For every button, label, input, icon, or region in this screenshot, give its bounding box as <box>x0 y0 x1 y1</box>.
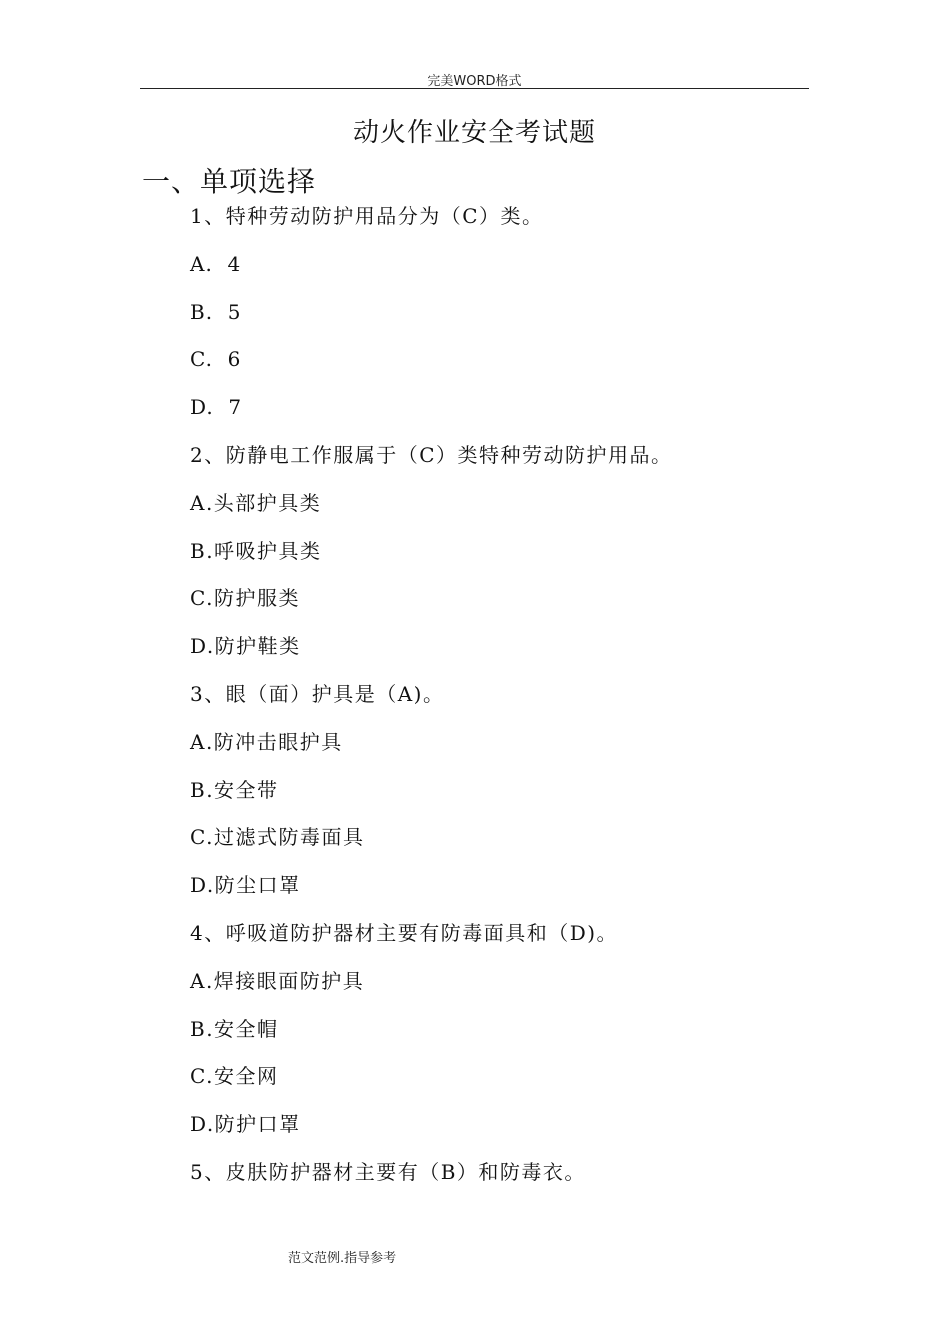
question-option: A. 4 <box>190 251 242 276</box>
question-stem: 1、特种劳动防护用品分为（C）类。 <box>190 204 544 228</box>
question-option: B. 5 <box>190 299 242 324</box>
header-rule <box>140 88 809 89</box>
question-option: B.安全带 <box>190 777 279 802</box>
document-title: 动火作业安全考试题 <box>352 118 596 148</box>
question-stem: 3、眼（面）护具是（A)。 <box>190 681 445 706</box>
question-stem: 5、皮肤防护器材主要有（B）和防毒衣。 <box>190 1159 586 1184</box>
question-option: C.防护服类 <box>190 586 300 611</box>
question-option: C.安全网 <box>190 1064 279 1089</box>
footer-text: 范文范例.指导参考 <box>288 1251 397 1266</box>
question-option: B.呼吸护具类 <box>190 538 322 563</box>
question-option: D. 7 <box>190 395 243 420</box>
header-text: 完美WORD格式 <box>427 74 522 89</box>
question-option: A.头部护具类 <box>190 490 322 515</box>
question-option: A.焊接眼面防护具 <box>190 968 365 993</box>
question-option: C. 6 <box>190 347 242 372</box>
question-stem: 4、呼吸道防护器材主要有防毒面具和（D)。 <box>190 920 619 945</box>
question-option: D.防护鞋类 <box>190 634 301 659</box>
question-option: D.防尘口罩 <box>190 873 301 898</box>
section-heading: 一、单项选择 <box>142 165 317 198</box>
question-option: B.安全帽 <box>190 1016 279 1041</box>
question-option: D.防护口罩 <box>190 1112 301 1137</box>
question-option: C.过滤式防毒面具 <box>190 825 365 850</box>
question-option: A.防冲击眼护具 <box>190 729 343 754</box>
question-stem: 2、防静电工作服属于（C）类特种劳动防护用品。 <box>190 442 673 467</box>
question-list <box>190 193 810 1197</box>
